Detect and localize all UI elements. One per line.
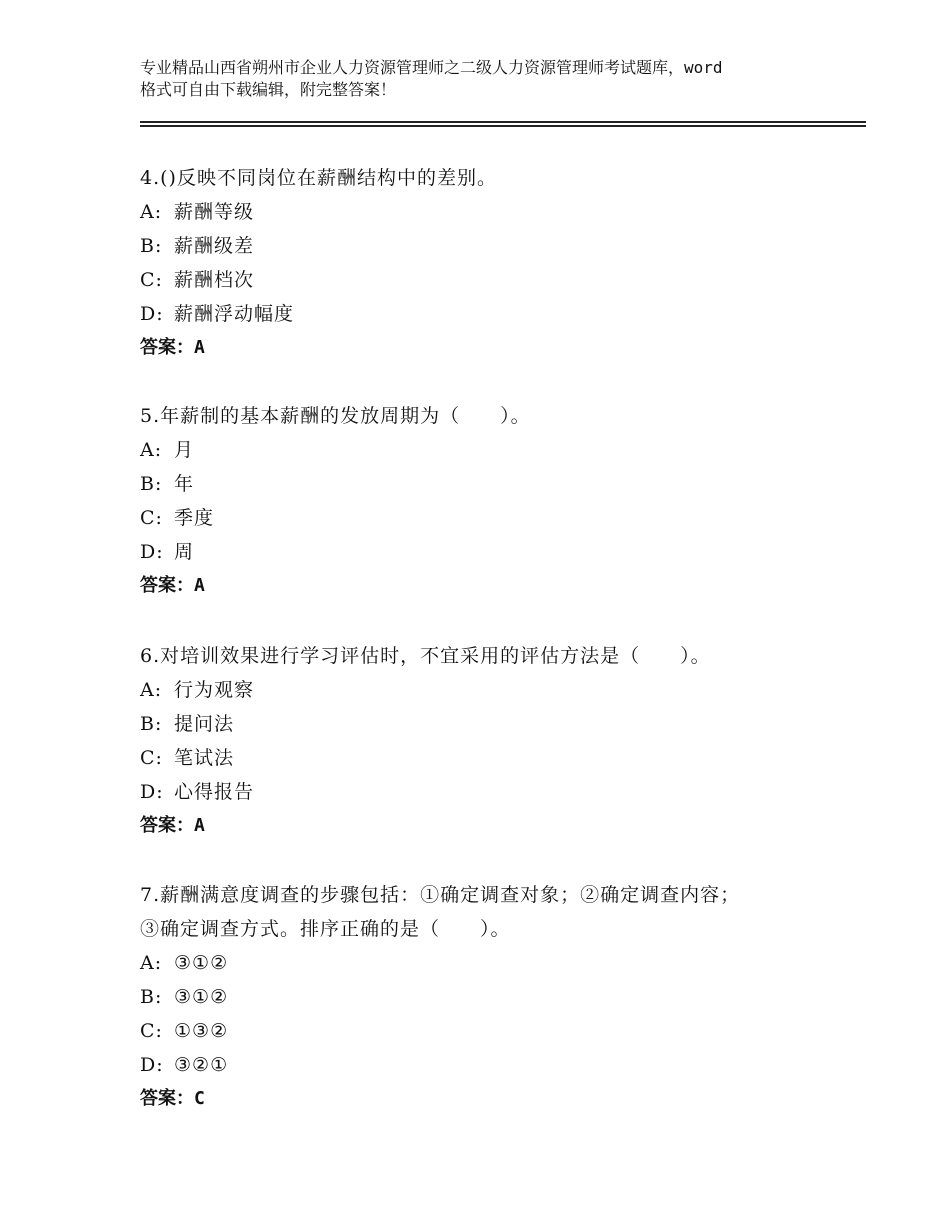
option-a [140,673,840,707]
option-text: 薪酬浮动幅度 [174,303,295,325]
option-d [140,1048,840,1082]
question-stem-continued: ③确定调查方式。排序正确的是（ ）。 [140,918,511,940]
option-letter: D: [140,303,164,325]
option-text: 心得报告 [174,781,255,803]
option-d [140,297,840,331]
document-header [140,57,830,101]
option-letter: D: [140,541,164,563]
question-stem: 5.年薪制的基本薪酬的发放周期为（ ）。 [140,405,531,427]
option-text: ③②① [174,1054,229,1076]
option-letter: C: [140,507,163,529]
option-text: ①③② [174,1020,229,1042]
answer-line: 答案：C [140,1088,205,1109]
option-a [140,195,840,229]
question-5 [140,399,840,603]
question-7 [140,878,840,1116]
answer-line: 答案：A [140,575,205,596]
option-text: 周 [174,541,195,563]
option-c [140,741,840,775]
header-line-2: 格式可自由下载编辑，附完整答案！ [140,80,397,99]
option-letter: A: [140,952,163,974]
option-text: 季度 [174,507,215,529]
option-letter: C: [140,1020,163,1042]
answer-line: 答案：A [140,815,205,836]
question-6 [140,639,840,843]
option-text: ③①② [174,952,229,974]
option-text: 年 [174,473,195,495]
option-c [140,263,840,297]
header-line-1: 专业精品山西省朔州市企业人力资源管理师之二级人力资源管理师考试题库，word [140,58,723,77]
option-b [140,707,840,741]
option-b [140,980,840,1014]
question-4 [140,161,840,365]
option-text: 笔试法 [174,747,235,769]
option-text: 薪酬等级 [174,201,255,223]
option-letter: B: [140,473,163,495]
option-letter: B: [140,235,163,257]
question-stem: 6.对培训效果进行学习评估时，不宜采用的评估方法是（ ）。 [140,645,711,667]
header-divider-top [140,121,866,123]
option-a [140,946,840,980]
header-divider-bottom [140,125,866,127]
option-letter: B: [140,986,163,1008]
option-letter: D: [140,781,164,803]
option-text: 薪酬档次 [174,269,255,291]
option-letter: C: [140,747,163,769]
option-c [140,501,840,535]
option-text: 提问法 [174,713,235,735]
option-letter: D: [140,1054,164,1076]
question-stem: 7.薪酬满意度调查的步骤包括：①确定调查对象；②确定调查内容； [140,884,741,906]
option-b [140,229,840,263]
option-d [140,775,840,809]
option-c [140,1014,840,1048]
option-b [140,467,840,501]
option-text: 月 [174,439,195,461]
option-a [140,433,840,467]
option-letter: C: [140,269,163,291]
option-text: 行为观察 [174,679,255,701]
option-letter: A: [140,679,163,701]
option-letter: B: [140,713,163,735]
option-text: ③①② [174,986,229,1008]
option-d [140,535,840,569]
option-letter: A: [140,439,163,461]
question-stem: 4.()反映不同岗位在薪酬结构中的差别。 [140,167,497,189]
option-letter: A: [140,201,163,223]
option-text: 薪酬级差 [174,235,255,257]
answer-line: 答案：A [140,337,205,358]
